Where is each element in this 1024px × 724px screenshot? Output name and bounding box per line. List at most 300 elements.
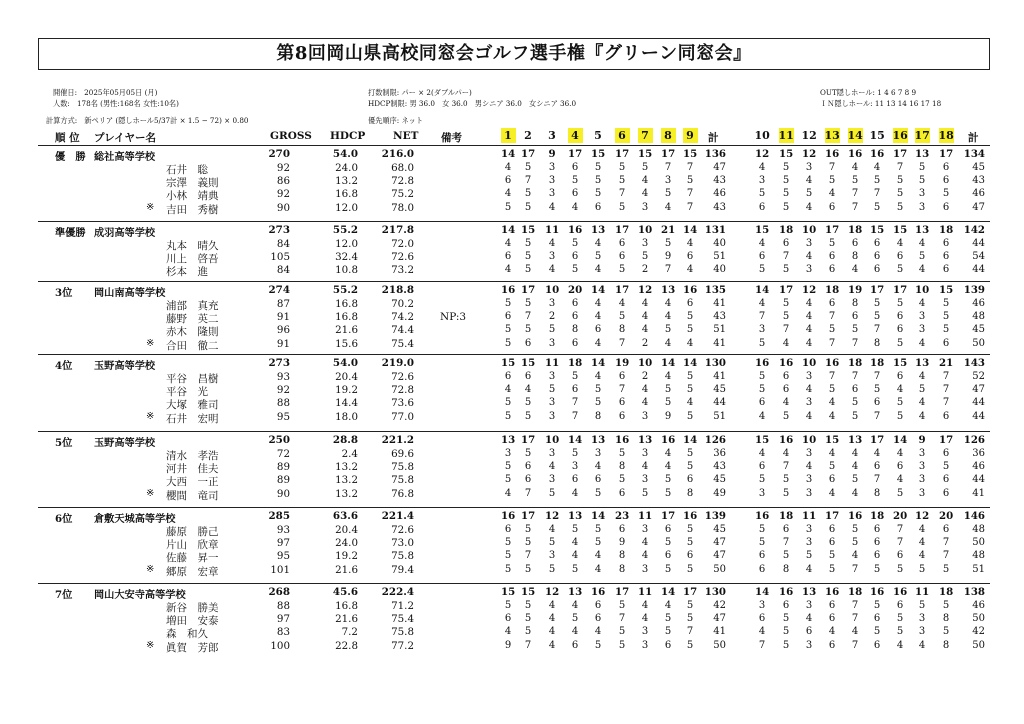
team-hole-score: 17	[521, 434, 536, 446]
player-hole-score: 6	[942, 448, 950, 459]
player-hole-score: 3	[805, 524, 813, 535]
player-hole-score: 7	[942, 397, 950, 409]
player-hdcp: 15.6	[335, 337, 358, 350]
player-hole-score: 7	[851, 371, 859, 382]
player-out-total: 47	[713, 613, 726, 625]
player-hole-score: 3	[504, 448, 512, 459]
player-hole-score: 5	[805, 550, 813, 562]
player-hole-score: 6	[758, 201, 766, 213]
player-gross: 83	[276, 626, 290, 639]
player-net: 72.0	[391, 238, 414, 250]
player-net: 78.0	[391, 201, 414, 214]
hole-2-header: 2	[524, 129, 532, 142]
player-hole-score: 4	[594, 238, 602, 249]
player-in-total: 48	[972, 524, 985, 535]
player-hdcp: 24.0	[335, 162, 358, 174]
team-hole-score: 17	[870, 284, 885, 296]
team-hole-score: 16	[661, 434, 676, 446]
player-hdcp: 13.2	[335, 474, 358, 487]
player-hdcp: 21.6	[335, 613, 358, 626]
player-net: 77.0	[391, 410, 414, 423]
player-hole-score: 6	[571, 251, 579, 263]
player-hole-score: 4	[918, 550, 926, 562]
hole-6-header: 6	[615, 128, 630, 143]
team-hole-score: 17	[825, 510, 840, 522]
player-name: 藤野 英二	[166, 313, 219, 326]
team-name: 倉敷天城高等学校	[94, 513, 176, 525]
team-hole-score: 14	[661, 586, 676, 598]
player-hole-score: 5	[782, 264, 790, 276]
player-hole-score: 3	[641, 626, 649, 638]
player-net: 77.2	[391, 639, 414, 652]
header-divider	[38, 145, 990, 146]
player-hole-score: 5	[664, 626, 672, 638]
team-hole-score: 14	[568, 434, 583, 446]
player-hole-score: 6	[618, 524, 626, 535]
player-gross: 93	[276, 371, 290, 383]
player-hole-score: 7	[942, 371, 950, 382]
team-hole-score: 10	[915, 284, 930, 296]
player-gross: 92	[276, 162, 290, 174]
player-hole-score: 6	[873, 537, 881, 549]
player-hole-score: 7	[942, 550, 950, 562]
player-hole-score: 4	[851, 162, 859, 173]
player-mark: ※	[146, 337, 155, 349]
player-hole-score: 6	[896, 550, 904, 562]
player-hole-score: 6	[828, 251, 836, 263]
player-hole-score: 7	[942, 537, 950, 549]
player-hole-score: 4	[641, 397, 649, 409]
player-hole-score: 6	[758, 461, 766, 473]
player-name: 平谷 光	[166, 386, 208, 399]
player-hole-score: 7	[618, 337, 626, 349]
player-hole-score: 4	[504, 264, 512, 276]
player-hole-score: 5	[524, 626, 532, 638]
team-hole-score: 18	[870, 510, 885, 522]
player-hole-score: 5	[618, 311, 626, 323]
player-hole-score: 4	[851, 264, 859, 276]
team-hole-score: 9	[548, 148, 556, 160]
team-hole-score: 14	[591, 357, 606, 369]
player-hole-score: 6	[618, 410, 626, 422]
player-hole-score: 6	[524, 461, 532, 473]
team-in-total: 126	[963, 434, 985, 446]
team-hole-score: 10	[802, 434, 817, 446]
out-hidden-holes: OUT隠しホール: 1 4 6 7 8 9	[820, 88, 917, 97]
player-hole-score: 5	[664, 397, 672, 409]
player-hole-score: 5	[594, 487, 602, 499]
player-hdcp: 7.2	[341, 626, 358, 639]
team-hole-score: 13	[568, 586, 583, 598]
player-hole-score: 6	[851, 311, 859, 323]
player-out-total: 51	[713, 410, 726, 422]
team-hole-score: 14	[755, 284, 770, 296]
player-hole-score: 7	[828, 311, 836, 323]
player-hole-score: 6	[524, 474, 532, 486]
player-hole-score: 7	[782, 537, 790, 549]
player-in-total: 47	[972, 384, 985, 396]
player-hole-score: 6	[782, 384, 790, 396]
player-gross: 105	[270, 251, 290, 264]
player-hole-score: 4	[758, 238, 766, 249]
team-rank: 優 勝	[55, 151, 86, 163]
player-hole-score: 6	[571, 337, 579, 349]
player-mark: ※	[146, 563, 155, 575]
player-hole-score: 5	[851, 474, 859, 486]
player-hole-score: 4	[851, 487, 859, 499]
player-hole-score: 4	[641, 384, 649, 396]
player-hole-score: 5	[594, 524, 602, 535]
player-name: 櫻間 竜司	[166, 489, 219, 502]
player-hole-score: 5	[524, 264, 532, 276]
player-hole-score: 4	[686, 264, 694, 276]
player-hole-score: 8	[942, 613, 950, 625]
player-hole-score: 3	[548, 337, 556, 349]
player-hole-score: 4	[641, 461, 649, 473]
player-hole-score: 7	[828, 337, 836, 349]
player-hole-score: 3	[641, 410, 649, 422]
team-rank: 3位	[55, 287, 73, 299]
player-hole-score: 3	[548, 550, 556, 562]
player-in-total: 46	[972, 600, 985, 611]
player-hole-score: 4	[594, 461, 602, 473]
team-hdcp: 55.2	[332, 284, 358, 296]
player-hole-score: 5	[828, 563, 836, 575]
player-hole-score: 6	[873, 397, 881, 409]
player-hole-score: 4	[641, 188, 649, 200]
player-hole-score: 6	[664, 550, 672, 562]
player-hole-score: 5	[571, 448, 579, 459]
player-hole-score: 5	[782, 487, 790, 499]
player-hole-score: 8	[873, 487, 881, 499]
team-hole-score: 16	[615, 434, 630, 446]
team-hole-score: 16	[779, 586, 794, 598]
player-name: 郷原 宏章	[166, 565, 219, 578]
player-hdcp: 16.8	[335, 311, 358, 324]
player-net: 73.0	[391, 537, 414, 550]
player-hole-score: 5	[918, 563, 926, 575]
player-hole-score: 5	[548, 537, 556, 549]
player-hole-score: 5	[524, 188, 532, 200]
player-hole-score: 3	[805, 474, 813, 486]
player-gross: 91	[276, 311, 290, 324]
player-hole-score: 5	[942, 311, 950, 323]
player-gross: 96	[276, 324, 290, 337]
player-hole-score: 3	[548, 175, 556, 187]
team-hole-score: 17	[568, 148, 583, 160]
player-hole-score: 4	[896, 474, 904, 486]
team-hole-score: 12	[545, 586, 560, 598]
player-hole-score: 5	[504, 324, 512, 336]
player-in-total: 41	[972, 487, 985, 499]
team-hole-score: 14	[683, 224, 698, 236]
player-hole-score: 5	[504, 298, 512, 309]
player-hole-score: 5	[918, 384, 926, 396]
team-hole-score: 16	[870, 148, 885, 160]
player-out-total: 45	[713, 384, 726, 396]
player-hole-score: 5	[686, 175, 694, 187]
player-hole-score: 5	[896, 613, 904, 625]
team-net: 221.4	[381, 510, 414, 522]
player-hole-score: 5	[664, 474, 672, 486]
player-name: 赤木 隆則	[166, 326, 219, 339]
player-hdcp: 19.2	[335, 384, 358, 397]
player-name: 眞賀 芳郎	[166, 641, 219, 654]
player-hole-score: 6	[686, 298, 694, 309]
team-hole-score: 15	[501, 586, 516, 598]
player-hole-score: 5	[618, 201, 626, 213]
player-hole-score: 3	[918, 487, 926, 499]
player-net: 72.6	[391, 251, 414, 264]
player-hole-score: 9	[618, 537, 626, 549]
col-gross: GROSS	[270, 130, 312, 142]
player-in-total: 46	[972, 298, 985, 309]
player-hole-score: 5	[664, 487, 672, 499]
player-hole-score: 5	[524, 238, 532, 249]
player-hole-score: 5	[873, 384, 881, 396]
player-hole-score: 5	[641, 251, 649, 263]
player-hole-score: 4	[548, 264, 556, 276]
player-hole-score: 6	[942, 337, 950, 349]
player-hole-score: 3	[548, 410, 556, 422]
team-hole-score: 15	[521, 586, 536, 598]
player-hole-score: 6	[571, 384, 579, 396]
player-name: 宗澤 義則	[166, 177, 219, 190]
player-hole-score: 4	[548, 600, 556, 611]
player-hole-score: 5	[782, 201, 790, 213]
player-gross: 84	[276, 264, 290, 277]
team-in-total: 134	[963, 148, 985, 160]
player-hole-score: 5	[504, 397, 512, 409]
hdcp-limit: HDCP制限: 男 36.0 女 36.0 男シニア 36.0 女シニア 36.0	[368, 99, 577, 108]
player-hole-score: 3	[918, 311, 926, 323]
team-hole-score: 14	[683, 434, 698, 446]
team-hole-score: 15	[521, 224, 536, 236]
player-hole-score: 4	[548, 639, 556, 651]
player-hole-score: 6	[594, 600, 602, 611]
player-hole-score: 3	[548, 474, 556, 486]
player-hole-score: 4	[851, 461, 859, 473]
player-hole-score: 6	[828, 613, 836, 625]
player-gross: 92	[276, 384, 290, 397]
player-hole-score: 6	[873, 264, 881, 276]
player-hole-score: 6	[828, 639, 836, 651]
player-hole-score: 5	[504, 337, 512, 349]
player-hole-score: 5	[504, 201, 512, 213]
team-hole-score: 10	[802, 357, 817, 369]
team-in-total: 146	[963, 510, 985, 522]
player-name: 浦部 真充	[166, 300, 219, 312]
player-hole-score: 8	[686, 487, 694, 499]
player-net: 69.6	[391, 448, 414, 460]
player-hole-score: 7	[851, 613, 859, 625]
player-name: 片山 欣章	[166, 539, 219, 552]
player-hole-score: 5	[758, 371, 766, 382]
player-hole-score: 5	[686, 461, 694, 473]
player-hole-score: 6	[942, 162, 950, 173]
team-hole-score: 10	[545, 434, 560, 446]
player-hole-score: 4	[758, 162, 766, 173]
team-out-total: 135	[704, 284, 726, 296]
player-gross: 91	[276, 337, 290, 350]
player-hole-score: 4	[618, 298, 626, 309]
player-hole-score: 5	[851, 324, 859, 336]
player-in-total: 47	[972, 201, 985, 213]
team-hole-score: 17	[661, 510, 676, 522]
player-hole-score: 5	[686, 639, 694, 651]
player-hole-score: 5	[571, 613, 579, 625]
player-hole-score: 7	[524, 639, 532, 651]
team-hole-score: 15	[779, 148, 794, 160]
player-hole-score: 5	[873, 311, 881, 323]
player-hole-score: 3	[918, 474, 926, 486]
player-hole-score: 7	[828, 162, 836, 173]
player-hole-score: 4	[571, 600, 579, 611]
player-hole-score: 5	[758, 384, 766, 396]
player-hole-score: 5	[618, 600, 626, 611]
player-out-total: 47	[713, 550, 726, 562]
player-out-total: 44	[713, 397, 726, 409]
player-hole-score: 3	[594, 448, 602, 459]
player-hole-score: 4	[664, 337, 672, 349]
team-name: 玉野高等学校	[94, 360, 156, 372]
player-hole-score: 6	[896, 311, 904, 323]
team-hole-score: 15	[755, 224, 770, 236]
player-hole-score: 7	[664, 162, 672, 173]
team-net: 218.8	[381, 284, 414, 296]
player-hole-score: 5	[664, 324, 672, 336]
player-hole-score: 3	[758, 175, 766, 187]
player-hdcp: 21.6	[335, 563, 358, 576]
player-hole-score: 6	[828, 524, 836, 535]
team-out-total: 131	[704, 224, 726, 236]
player-hole-score: 7	[851, 563, 859, 575]
team-rank: 5位	[55, 437, 73, 449]
player-hole-score: 5	[618, 474, 626, 486]
player-hole-score: 4	[664, 311, 672, 323]
player-hdcp: 13.2	[335, 175, 358, 188]
player-name: 丸本 晴久	[166, 240, 219, 252]
player-hole-score: 5	[942, 461, 950, 473]
team-hole-score: 16	[825, 586, 840, 598]
player-net: 68.0	[391, 162, 414, 174]
player-hole-score: 6	[896, 251, 904, 263]
team-hole-score: 15	[939, 284, 954, 296]
player-hole-score: 4	[873, 448, 881, 459]
player-net: 75.4	[391, 613, 414, 626]
team-hole-score: 18	[848, 357, 863, 369]
player-hole-score: 4	[896, 238, 904, 249]
player-hole-score: 6	[571, 188, 579, 200]
team-divider	[38, 281, 990, 282]
player-hole-score: 5	[594, 639, 602, 651]
player-hole-score: 3	[918, 201, 926, 213]
player-hole-score: 4	[805, 461, 813, 473]
player-out-total: 50	[713, 563, 726, 575]
player-hole-score: 4	[805, 613, 813, 625]
player-hole-score: 4	[594, 626, 602, 638]
player-hole-score: 3	[641, 524, 649, 535]
player-hole-score: 3	[548, 448, 556, 459]
player-hole-score: 3	[758, 600, 766, 611]
player-out-total: 41	[713, 371, 726, 382]
team-net: 219.0	[381, 357, 414, 369]
player-hole-score: 5	[896, 626, 904, 638]
player-hdcp: 32.4	[335, 251, 358, 264]
team-hdcp: 55.2	[332, 224, 358, 236]
player-hole-score: 6	[504, 371, 512, 382]
player-hole-score: 4	[641, 613, 649, 625]
team-hole-score: 15	[591, 148, 606, 160]
team-hole-score: 13	[802, 586, 817, 598]
player-hole-score: 5	[686, 600, 694, 611]
player-hole-score: 4	[896, 448, 904, 459]
team-hole-score: 23	[615, 510, 630, 522]
team-hdcp: 54.0	[332, 357, 358, 369]
player-hole-score: 5	[918, 600, 926, 611]
player-hdcp: 19.2	[335, 550, 358, 563]
player-hole-score: 4	[828, 410, 836, 422]
player-hole-score: 8	[618, 563, 626, 575]
hole-8-header: 8	[661, 128, 676, 143]
player-net: 74.2	[391, 311, 414, 324]
player-hole-score: 5	[548, 563, 556, 575]
player-hole-score: 5	[641, 487, 649, 499]
player-out-total: 51	[713, 251, 726, 263]
player-hole-score: 7	[686, 201, 694, 213]
player-in-total: 42	[972, 626, 985, 638]
player-out-total: 50	[713, 639, 726, 651]
player-name: 増田 安泰	[166, 615, 219, 628]
col-player: プレイヤー名	[94, 132, 157, 144]
team-net: 217.8	[381, 224, 414, 236]
team-hole-score: 16	[848, 510, 863, 522]
player-hole-score: 5	[918, 162, 926, 173]
team-hdcp: 45.6	[332, 586, 358, 598]
player-hole-score: 7	[896, 162, 904, 173]
team-net: 221.2	[381, 434, 414, 446]
player-hdcp: 16.8	[335, 600, 358, 612]
player-hdcp: 10.8	[335, 264, 358, 277]
player-net: 72.8	[391, 384, 414, 397]
player-out-total: 40	[713, 238, 726, 249]
player-in-total: 48	[972, 311, 985, 323]
team-hole-score: 12	[802, 284, 817, 296]
team-hole-score: 13	[638, 434, 653, 446]
player-hole-score: 6	[686, 550, 694, 562]
player-hole-score: 5	[524, 162, 532, 173]
player-hole-score: 4	[918, 410, 926, 422]
team-name: 岡山大安寺高等学校	[94, 589, 186, 601]
player-hole-score: 4	[594, 371, 602, 382]
player-hole-score: 6	[594, 613, 602, 625]
team-hole-score: 11	[638, 510, 653, 522]
player-hole-score: 5	[686, 613, 694, 625]
player-hole-score: 6	[828, 298, 836, 309]
player-name: 河井 佳夫	[166, 463, 219, 476]
player-hole-score: 5	[942, 600, 950, 611]
player-hole-score: 7	[828, 371, 836, 382]
player-hole-score: 7	[873, 410, 881, 422]
team-divider	[38, 431, 990, 432]
team-hdcp: 54.0	[332, 148, 358, 160]
player-hole-score: 8	[873, 337, 881, 349]
player-hole-score: 4	[686, 238, 694, 249]
player-hdcp: 18.0	[335, 410, 358, 423]
player-hole-score: 5	[686, 537, 694, 549]
player-hole-score: 7	[618, 613, 626, 625]
player-gross: 87	[276, 298, 290, 310]
